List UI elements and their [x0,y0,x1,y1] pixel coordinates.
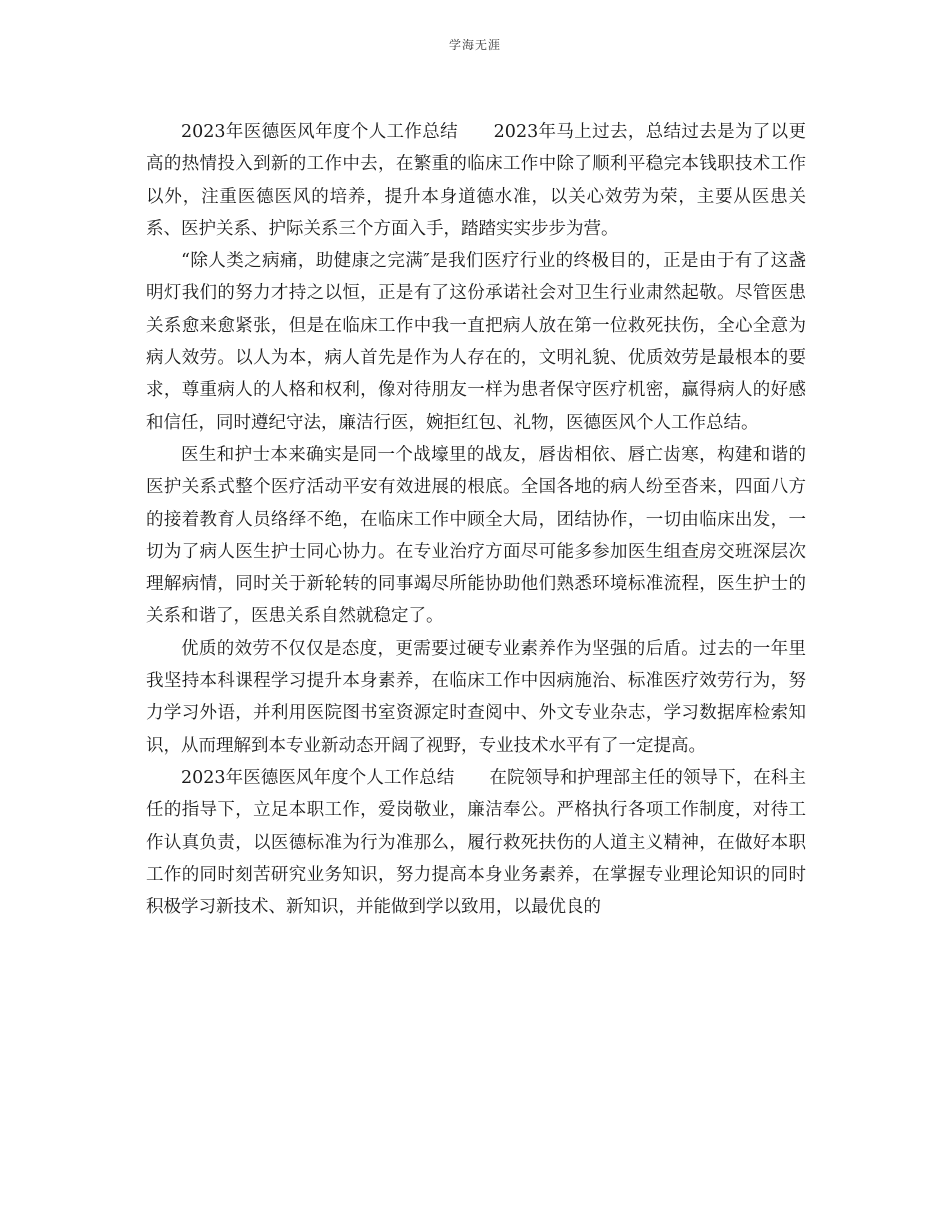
paragraph-2: “除人类之病痛，助健康之完满″是我们医疗行业的终极目的，正是由于有了这盏明灯我们的努力才持之以恒，正是有了这份承诺社会对卫生行业肃然起敬。尽管医患关系愈来愈紧张，但是在临床工作中我一直把病人放在第一位救死扶伤，全心全意为病人效劳。以人为本，病人首先是作为人存在的，文明礼貌、优质效劳是最根本的要求，尊重病人的人格和权利，像对待朋友一样为患者保守医疗机密，赢得病人的好感和信任，同时遵纪守法，廉洁行医，婉拒红包、礼物，医德医风个人工作总结。 [146,251,806,433]
paragraph-3: 医生和护士本来确实是同一个战壕里的战友，唇齿相依、唇亡齿寒，构建和谐的医护关系式整个医疗活动平安有效进展的根底。全国各地的病人纷至沓来，四面八方的接着教育人员络绎不绝，在临床工作中顾全大局，团结协作，一切由临床出发，一切为了病人医生护士同心协力。在专业治疗方面尽可能多参加医生组查房交班深层次理解病情，同时关于新轮转的同事竭尽所能协助他们熟悉环境标准流程，医生护士的关系和谐了，医患关系自然就稳定了。 [146,444,806,627]
paragraph-1: 2023年医德医风年度个人工作总结 2023年马上过去，总结过去是为了以更高的热情投入到新的工作中去，在繁重的临床工作中除了顺利平稳完本钱职技术工作以外，注重医德医风的培养，提升本身道德水准，以关心效劳为荣，主要从医患关系、医护关系、护际关系三个方面入手，踏踏实实步步为营。 [146,122,806,239]
document-body [146,116,806,923]
page-header: 学海无涯 [448,38,501,52]
paragraph-5: 2023年医德医风年度个人工作总结 在院领导和护理部主任的领导下，在科主任的指导下，立足本职工作，爱岗敬业，廉洁奉公。严格执行各项工作制度，对待工作认真负责，以医德标准为行为准那么，履行救死扶伤的人道主义精神，在做好本职工作的同时刻苦研究业务知识，努力提高本身业务素养，在掌握专业理论知识的同时积极学习新技术、新知识，并能做到学以致用，以最优良的 [146,767,806,918]
paragraph-4: 优质的效劳不仅仅是态度，更需要过硬专业素养作为坚强的后盾。过去的一年里我坚持本科课程学习提升本身素养，在临床工作中因病施治、标准医疗效劳行为，努力学习外语，并利用医院图书室资源定时查阅中、外文专业杂志，学习数据库检索知识，从而理解到本专业新动态开阔了视野，专业技术水平有了一定提高。 [146,638,806,756]
